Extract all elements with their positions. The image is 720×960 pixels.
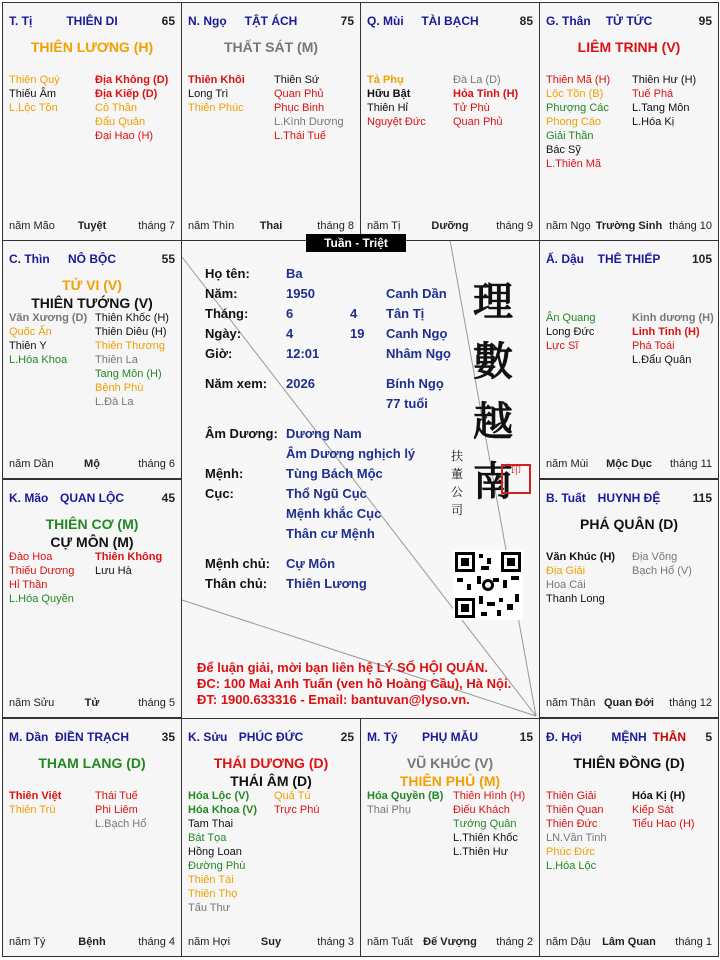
ho-ten-label: Họ tên:: [205, 266, 250, 281]
footer-year: năm Sửu: [9, 697, 55, 709]
footer-year: năm Tuất: [367, 936, 413, 948]
minor-star: Tang Môn (H): [95, 368, 162, 380]
main-star: CỰ MÔN (M): [50, 534, 134, 550]
minor-star: Thiên Việt: [9, 790, 62, 802]
palace-footer: [367, 936, 533, 950]
right-star-column: [274, 73, 344, 143]
footer-phase: Thai: [259, 220, 283, 232]
thang-label: Tháng:: [205, 306, 249, 321]
minor-star: Thiên La: [95, 354, 138, 366]
minor-star: Đường Phù: [188, 860, 246, 872]
palace-name: NÔ BỘC: [68, 252, 116, 266]
main-star: THẤT SÁT (M): [223, 39, 319, 55]
palace-mui: [360, 2, 540, 241]
minor-star: Quan Phủ: [453, 116, 503, 128]
minor-star: L.Thiên Khốc: [453, 832, 518, 844]
palace-branch: Đ. Hợi: [546, 730, 582, 744]
menh-value: Tùng Bách Mộc: [286, 466, 383, 481]
footer-year: năm Mùi: [546, 458, 589, 470]
minor-star: LN.Văn Tinh: [546, 832, 607, 844]
minor-star: Thiên Thương: [95, 340, 166, 352]
palace-header: [188, 14, 354, 30]
palace-branch: Q. Mùi: [367, 14, 404, 28]
minor-star: Thiên Hư (H): [632, 74, 697, 86]
left-star-column: [9, 789, 61, 817]
minor-star: Hồng Loan: [188, 846, 242, 858]
footer-phase: Mộc Dục: [606, 458, 652, 470]
right-star-column: [95, 789, 146, 831]
footer-month: tháng 4: [138, 936, 175, 948]
minor-star: Thiên Thọ: [188, 888, 238, 900]
footer-month: tháng 10: [669, 220, 712, 232]
minor-star: Linh Tinh (H): [632, 326, 700, 338]
palace-header: [9, 730, 175, 746]
palace-name: TẬT ÁCH: [244, 14, 298, 28]
menh-chu-value: Cự Môn: [286, 556, 336, 571]
left-star-column: [188, 73, 245, 115]
minor-star: Văn Khúc (H): [546, 551, 616, 563]
palace-age: 5: [705, 730, 712, 744]
footer-month: tháng 12: [669, 697, 712, 709]
right-star-column: [632, 789, 695, 831]
minor-star: Thiếu Âm: [9, 88, 57, 100]
minor-star: Thiên Phúc: [188, 102, 244, 114]
left-star-column: [546, 550, 615, 606]
palace-footer: [9, 936, 175, 950]
palace-ty: [360, 718, 540, 957]
qr-code-icon[interactable]: [453, 550, 523, 620]
tuoi-value: 77 tuổi: [386, 396, 428, 411]
minor-star: Cô Thần: [95, 102, 137, 114]
footer-month: tháng 9: [496, 220, 533, 232]
minor-star: L.Lộc Tồn: [9, 102, 58, 114]
minor-star: Hoa Cái: [546, 579, 586, 591]
right-star-column: [632, 73, 696, 129]
main-star: VŨ KHÚC (V): [406, 755, 494, 771]
palace-age: 95: [698, 14, 712, 28]
palace-footer: [9, 220, 175, 234]
palace-tuat: [539, 479, 719, 718]
minor-star: Văn Xương (D): [9, 312, 88, 324]
palace-than: [539, 2, 719, 241]
cuc-note-2: Thân cư Mệnh: [286, 526, 375, 541]
minor-star: Thai Phụ: [367, 804, 412, 816]
minor-star: Đẩu Quân: [95, 116, 146, 128]
ngay-am: 4: [286, 326, 294, 341]
palace-age: 55: [161, 252, 175, 266]
minor-star: Lực Sĩ: [546, 340, 579, 352]
palace-name: PHÚC ĐỨC: [238, 730, 304, 744]
minor-star: L.Thiên Hư: [453, 846, 509, 858]
minor-star: Thiên Mã (H): [546, 74, 611, 86]
than-chu-value: Thiên Lương: [286, 576, 367, 591]
contact-phone-email[interactable]: ĐT: 1900.633316 - Email: bantuvan@lyso.vn.: [197, 692, 470, 707]
nam-can-chi: Canh Dần: [386, 286, 447, 301]
footer-month: tháng 7: [138, 220, 175, 232]
right-star-column: [95, 73, 168, 143]
palace-header: [546, 14, 712, 30]
footer-month: tháng 8: [317, 220, 354, 232]
minor-star: Địa Kiếp (D): [95, 88, 158, 100]
tu-vi-chart: [2, 2, 718, 958]
minor-star: Thiên Khốc (H): [95, 312, 169, 324]
tuan-triet-marker: Tuần - Triệt: [306, 234, 406, 252]
footer-phase: Quan Đới: [604, 697, 654, 709]
palace-header: [9, 14, 175, 30]
left-star-column: [546, 789, 607, 873]
palace-branch: K. Sửu: [188, 730, 228, 744]
ngay-can-chi: Canh Ngọ: [386, 326, 448, 341]
minor-star: Thiên Sứ: [274, 74, 320, 86]
palace-footer: [546, 697, 712, 711]
palace-name: THÊ THIẾP: [597, 252, 661, 266]
minor-star: Thanh Long: [546, 593, 605, 605]
palace-branch: M. Dần: [9, 730, 49, 744]
palace-ti: [2, 2, 182, 241]
palace-branch: Ấ. Dậu: [546, 252, 585, 266]
right-star-column: [632, 550, 692, 578]
gio-label: Giờ:: [205, 346, 233, 361]
minor-star: Hữu Bật: [367, 88, 411, 100]
minor-star: Thiên Diêu (H): [95, 326, 167, 338]
palace-header: [9, 252, 175, 268]
menh-chu-label: Mệnh chủ:: [205, 556, 270, 571]
palace-dan: [2, 718, 182, 957]
palace-header: [367, 730, 533, 746]
footer-phase: Mộ: [84, 458, 100, 470]
minor-star: L.Đà La: [95, 396, 134, 408]
palace-name: PHỤ MẪU: [422, 730, 478, 744]
palace-age: 15: [519, 730, 533, 744]
footer-month: tháng 5: [138, 697, 175, 709]
minor-star: Tuế Phá: [632, 88, 674, 100]
palace-name: TỬ TỨC: [605, 14, 653, 28]
minor-star: Thiên Y: [9, 340, 47, 352]
minor-star: Hỏa Tinh (H): [453, 88, 519, 100]
right-star-column: [453, 789, 525, 859]
footer-month: tháng 2: [496, 936, 533, 948]
gio-value: 12:01: [286, 346, 320, 361]
minor-star: Thiên Khôi: [188, 74, 245, 86]
thang-duong: 4: [350, 306, 358, 321]
minor-star: L.Đẩu Quân: [632, 354, 692, 366]
palace-suu: [181, 718, 361, 957]
minor-star: Thiên Hỉ: [367, 102, 408, 114]
left-star-column: [9, 73, 60, 115]
left-star-column: [9, 550, 74, 606]
minor-star: L.Hóa Lộc: [546, 860, 597, 872]
palace-age: 45: [161, 491, 175, 505]
palace-name: QUAN LỘC: [60, 491, 124, 505]
minor-star: Tả Phụ: [367, 74, 404, 86]
footer-month: tháng 1: [675, 936, 712, 948]
minor-star: Đà La (D): [453, 74, 501, 86]
right-star-column: [95, 550, 162, 578]
palace-branch: K. Mão: [9, 491, 49, 505]
palace-footer: [9, 458, 175, 472]
am-duong-label: Âm Dương:: [205, 426, 278, 441]
minor-star: Tử Phù: [453, 102, 490, 114]
palace-age: 75: [340, 14, 354, 28]
minor-star: Hóa Quyền (B): [367, 790, 444, 802]
right-star-column: [453, 73, 518, 129]
minor-star: Thiên Hình (H): [453, 790, 526, 802]
minor-star: Tướng Quân: [453, 818, 517, 830]
contact-address: ĐC: 100 Mai Anh Tuấn (ven hồ Hoàng Cầu), Hà Nội.: [197, 676, 512, 691]
minor-star: Thiên Không: [95, 551, 163, 563]
minor-star: Tam Thai: [188, 818, 234, 830]
palace-branch: M. Tý: [367, 730, 398, 744]
gio-can-chi: Nhâm Ngọ: [386, 346, 451, 361]
thang-can-chi: Tân Tị: [386, 306, 425, 321]
left-star-column: [546, 73, 610, 171]
contact-line-1: Để luận giải, mời bạn liên hệ LÝ SỐ HỘI QUÁN.: [197, 660, 488, 675]
minor-star: L.Kình Dương: [274, 116, 344, 128]
minor-star: Tấu Thư: [188, 902, 231, 914]
right-star-column: [632, 311, 714, 367]
minor-star: Lộc Tồn (B): [546, 88, 604, 100]
minor-star: Quốc Ấn: [9, 326, 52, 338]
palace-thin: [2, 240, 182, 479]
palace-hoi: [539, 718, 719, 957]
palace-footer: [188, 936, 354, 950]
palace-dau: [539, 240, 719, 479]
nam-xem-label: Năm xem:: [205, 376, 268, 391]
main-star: THÁI ÂM (D): [230, 773, 312, 789]
red-seal-icon: 印: [501, 464, 531, 494]
palace-header: [546, 252, 712, 268]
footer-year: năm Ngọ: [546, 220, 591, 232]
palace-footer: [546, 458, 712, 472]
calligraphy-logo: 理數越南: [473, 278, 513, 505]
minor-star: Ân Quang: [546, 312, 596, 324]
minor-star: Địa Võng: [632, 551, 678, 563]
footer-month: tháng 3: [317, 936, 354, 948]
palace-branch: G. Thân: [546, 14, 591, 28]
minor-star: Long Trì: [188, 88, 229, 100]
cuc-label: Cục:: [205, 486, 234, 501]
ngay-label: Ngày:: [205, 326, 242, 341]
than-chu-label: Thân chủ:: [205, 576, 268, 591]
footer-year: năm Hợi: [188, 936, 231, 948]
minor-star: Phục Binh: [274, 102, 325, 114]
palace-header: [546, 491, 712, 507]
minor-star: Quả Tú: [274, 790, 311, 802]
nam-xem-value: 2026: [286, 376, 315, 391]
palace-branch: C. Thìn: [9, 252, 50, 266]
palace-name: MỆNH: [611, 730, 647, 744]
palace-ngo: [181, 2, 361, 241]
minor-star: Hóa Lộc (V): [188, 790, 250, 802]
minor-star: L.Bạch Hổ: [95, 818, 147, 830]
palace-name: HUYNH ĐỆ: [597, 491, 661, 505]
minor-star: Phượng Các: [546, 102, 609, 114]
left-star-column: [367, 789, 443, 817]
than-tag: THÂN: [652, 730, 686, 744]
footer-month: tháng 6: [138, 458, 175, 470]
footer-year: năm Dậu: [546, 936, 591, 948]
footer-phase: Đế Vượng: [423, 936, 477, 948]
palace-branch: T. Tị: [9, 14, 33, 28]
palace-footer: [367, 220, 533, 234]
left-star-column: [9, 311, 87, 367]
minor-star: L.Thiên Mã: [546, 158, 602, 170]
palace-branch: B. Tuất: [546, 491, 586, 505]
footer-phase: Suy: [260, 936, 282, 948]
minor-star: Lưu Hà: [95, 565, 132, 577]
minor-star: Quan Phủ: [274, 88, 324, 100]
minor-star: L.Hóa Kị: [632, 116, 675, 128]
footer-phase: Bệnh: [78, 936, 106, 948]
palace-age: 115: [692, 491, 712, 505]
footer-year: năm Mão: [9, 220, 55, 232]
cuc-value: Thổ Ngũ Cục: [286, 486, 367, 501]
cuc-note-1: Mệnh khắc Cục: [286, 506, 382, 521]
right-star-column: [95, 311, 169, 409]
minor-star: Đại Hao (H): [95, 130, 154, 142]
main-star: THIÊN CƠ (M): [45, 516, 139, 532]
main-star: THIÊN LƯƠNG (H): [30, 39, 154, 55]
palace-footer: [188, 220, 354, 234]
main-star: THAM LANG (D): [38, 755, 146, 771]
minor-star: Bác Sỹ: [546, 144, 581, 156]
footer-year: năm Thìn: [188, 220, 235, 232]
palace-branch: N. Ngọ: [188, 14, 227, 28]
minor-star: L.Tang Môn: [632, 102, 690, 114]
palace-age: 35: [161, 730, 175, 744]
minor-star: Thái Tuế: [95, 790, 138, 802]
footer-phase: Tử: [84, 697, 100, 709]
minor-star: Bát Tọa: [188, 832, 227, 844]
minor-star: Thiếu Dương: [9, 565, 75, 577]
nam-value: 1950: [286, 286, 315, 301]
minor-star: Phúc Đức: [546, 846, 595, 858]
palace-age: 25: [340, 730, 354, 744]
ho-ten-value: Ba: [286, 266, 303, 281]
footer-phase: Trường Sinh: [595, 220, 663, 232]
palace-age: 105: [691, 252, 712, 266]
main-star: LIÊM TRINH (V): [577, 39, 681, 55]
minor-star: L.Hóa Quyền: [9, 593, 74, 605]
footer-phase: Tuyệt: [77, 220, 107, 232]
minor-star: Điếu Khách: [453, 804, 510, 816]
left-star-column: [188, 789, 257, 915]
minor-star: Nguyệt Đức: [367, 116, 426, 128]
minor-star: Thiên Giải: [546, 790, 597, 802]
minor-star: Thiên Quan: [546, 804, 604, 816]
palace-age: 65: [161, 14, 175, 28]
palace-age: 85: [519, 14, 533, 28]
minor-star: Địa Không (D): [95, 74, 169, 86]
minor-star: Thiên Đức: [546, 818, 598, 830]
am-duong-note: Âm Dương nghịch lý: [286, 446, 416, 461]
minor-star: Hóa Khoa (V): [188, 804, 258, 816]
footer-month: tháng 11: [669, 458, 712, 470]
minor-star: Thiên Trù: [9, 804, 56, 816]
minor-star: Thiên Quý: [9, 74, 60, 86]
footer-phase: Dưỡng: [431, 220, 469, 232]
palace-name: ĐIỀN TRẠCH: [55, 730, 129, 744]
palace-footer: [546, 220, 712, 234]
center-info-panel: [183, 242, 539, 718]
minor-star: Bệnh Phù: [95, 382, 144, 394]
minor-star: Kiếp Sát: [632, 804, 674, 816]
menh-label: Mệnh:: [205, 466, 244, 481]
minor-star: L.Thái Tuế: [274, 130, 326, 142]
palace-header: [188, 730, 354, 746]
main-star: THIÊN PHỦ (M): [399, 773, 501, 789]
main-star: TỬ VI (V): [62, 277, 122, 293]
minor-star: Kình dương (H): [632, 312, 714, 324]
thang-am: 6: [286, 306, 294, 321]
minor-star: Đào Hoa: [9, 551, 53, 563]
palace-header: [9, 491, 175, 507]
minor-star: Phi Liêm: [95, 804, 138, 816]
ngay-duong: 19: [350, 326, 365, 341]
palace-header: [367, 14, 533, 30]
minor-star: Tiểu Hao (H): [632, 818, 695, 830]
minor-star: Phong Cáo: [546, 116, 602, 128]
minor-star: Giải Thần: [546, 130, 594, 142]
main-star: PHÁ QUÂN (D): [580, 516, 678, 532]
minor-star: Phá Toái: [632, 340, 675, 352]
right-star-column: [274, 789, 319, 817]
minor-star: Địa Giải: [546, 565, 586, 577]
minor-star: Thiên Tài: [188, 874, 234, 886]
am-duong-value: Dương Nam: [286, 426, 362, 441]
palace-name: TÀI BẠCH: [421, 14, 479, 28]
palace-header: [546, 730, 712, 746]
palace-mao: [2, 479, 182, 718]
minor-star: Trực Phù: [274, 804, 320, 816]
footer-year: năm Thân: [546, 697, 596, 709]
palace-footer: [546, 936, 712, 950]
palace-name: THIÊN DI: [66, 14, 118, 28]
nam-label: Năm:: [205, 286, 238, 301]
minor-star: Long Đức: [546, 326, 595, 338]
main-star: THÁI DƯƠNG (D): [213, 755, 329, 771]
main-star: THIÊN ĐỒNG (D): [573, 755, 685, 771]
left-star-column: [367, 73, 426, 129]
minor-star: Bạch Hổ (V): [632, 565, 692, 577]
minor-star: Hóa Kị (H): [632, 790, 686, 802]
nam-xem-can-chi: Bính Ngọ: [386, 376, 444, 391]
left-star-column: [546, 311, 596, 353]
footer-year: năm Tý: [9, 936, 46, 948]
seal-text: 扶董公司: [451, 449, 464, 517]
footer-year: năm Dần: [9, 458, 54, 470]
minor-star: L.Hóa Khoa: [9, 354, 68, 366]
footer-year: năm Tị: [367, 220, 401, 232]
footer-phase: Lâm Quan: [602, 936, 656, 948]
minor-star: Hỉ Thần: [9, 579, 48, 591]
main-star: THIÊN TƯỚNG (V): [31, 295, 153, 311]
palace-footer: [9, 697, 175, 711]
